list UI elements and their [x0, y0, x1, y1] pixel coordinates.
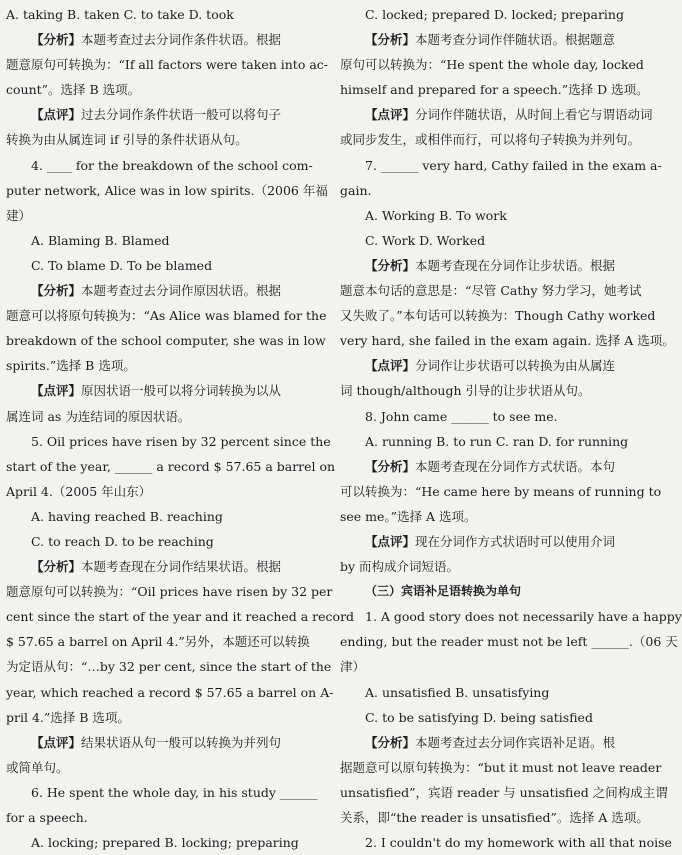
text-line — [6, 680, 334, 705]
annotation-tag: 【分析】 — [31, 32, 82, 48]
text-line — [340, 253, 640, 278]
text-line — [340, 429, 640, 454]
right-column — [340, 2, 682, 855]
line-text: start of the year, ______ a record $ 57.65 a barrel on — [6, 458, 336, 474]
line-text: 7. ______ very hard, Cathy failed in the exam a- — [365, 157, 662, 173]
text-line — [6, 604, 355, 629]
text-line — [6, 2, 306, 27]
line-text: A. running B. to run C. ran D. for running — [365, 433, 629, 449]
text-line — [6, 353, 306, 378]
line-text: ending, but the reader must not be left ______.（06 天 — [340, 634, 678, 650]
line-text: 本题考查现在分词作结果状语。根据 — [81, 559, 282, 575]
text-line — [340, 805, 649, 830]
line-text: A. Blaming B. Blamed — [31, 232, 170, 248]
text-line — [6, 629, 310, 654]
text-line — [6, 529, 306, 554]
text-line — [6, 77, 306, 102]
line-text: 关系，即“the reader is unsatisfied”。选择 A 选项。 — [340, 810, 649, 825]
annotation-tag: 【分析】 — [365, 458, 416, 474]
text-line — [340, 77, 649, 102]
text-line — [340, 780, 668, 805]
text-line — [6, 780, 318, 805]
text-line — [340, 529, 640, 554]
text-line — [340, 504, 640, 529]
text-line — [6, 378, 306, 403]
line-text: very hard, she failed in the exam again. 选择 A 选项。 — [340, 333, 675, 349]
line-text: 题意本句话的意思是：“尽管 Cathy 努力学习，她考试 — [340, 283, 642, 299]
text-line — [6, 102, 306, 127]
line-text: 词 though/although 引导的让步状语从句。 — [340, 383, 591, 399]
line-text: 分词作伴随状语，从时间上看它与谓语动词 — [415, 107, 653, 123]
line-text: unsatisfied”，宾语 reader 与 unsatisfied 之间构成主谓 — [340, 784, 668, 800]
line-text: 转换为由从属连词 if 引导的条件状语从句。 — [6, 132, 248, 148]
line-text: A. Working B. To work — [365, 207, 507, 223]
text-line — [6, 429, 331, 454]
line-text: gain. — [340, 182, 372, 198]
text-line — [340, 153, 662, 178]
line-text: pril 4.”选择 B 选项。 — [6, 709, 130, 725]
text-line — [340, 830, 672, 855]
text-line — [340, 278, 640, 303]
annotation-tag: 【点评】 — [365, 533, 416, 549]
line-text: 又失败了。”本句话可以转换为：Though Cathy worked — [340, 308, 656, 324]
text-line — [6, 253, 306, 278]
line-text: A. having reached B. reaching — [31, 508, 223, 524]
annotation-tag: 【分析】 — [365, 734, 416, 750]
text-line — [340, 2, 640, 27]
text-line — [6, 127, 306, 152]
line-text: 津） — [340, 659, 366, 675]
text-line — [6, 153, 313, 178]
line-text: 原因状语一般可以将分词转换为以从 — [81, 383, 282, 399]
text-line — [6, 479, 306, 504]
line-text: 或简单句。 — [6, 759, 69, 775]
text-line — [340, 705, 640, 730]
line-text: cent since the start of the year and it reached a record — [6, 609, 355, 625]
line-text: C. to reach D. to be reaching — [31, 533, 214, 549]
text-line — [340, 102, 653, 127]
line-text: 结果状语从句一般可以转换为并列句 — [81, 734, 282, 750]
text-line — [6, 228, 306, 253]
annotation-tag: 【分析】 — [365, 32, 416, 48]
annotation-tag: 【点评】 — [365, 107, 416, 123]
text-line — [6, 579, 333, 604]
text-line — [6, 303, 327, 328]
annotation-tag: 【点评】 — [31, 107, 82, 123]
text-line — [6, 654, 332, 679]
text-line — [6, 178, 328, 203]
line-text: by 而构成介词短语。 — [340, 559, 460, 575]
text-line — [340, 27, 640, 52]
line-text: 原句可以转换为：“He spent the whole day, locked — [340, 57, 644, 73]
line-text: count”。选择 B 选项。 — [6, 82, 141, 98]
line-text: 过去分词作条件状语一般可以将句子 — [81, 107, 282, 123]
text-line — [6, 830, 306, 855]
text-line — [6, 404, 306, 429]
line-text: 据题意可以原句转换为：“but it must not leave reader — [340, 759, 662, 775]
text-line — [340, 303, 656, 328]
line-text: $ 57.65 a barrel on April 4.”另外，本题还可以转换 — [6, 634, 310, 650]
text-line — [340, 454, 640, 479]
line-text: 8. John came ______ to see me. — [365, 408, 558, 424]
text-line — [340, 554, 640, 579]
line-text: himself and prepared for a speech.”选择 D 选项。 — [340, 82, 649, 98]
line-text: 现在分词作方式状语时可以使用介词 — [415, 533, 616, 549]
line-text: 本题考查过去分词作原因状语。根据 — [81, 283, 282, 299]
line-text: 本题考查现在分词作方式状语。本句 — [415, 458, 616, 474]
text-line — [340, 680, 640, 705]
line-text: 可以转换为：“He came here by means of running to — [340, 483, 662, 499]
line-text: A. locking; prepared B. locking; preparing — [31, 835, 299, 851]
text-line — [340, 755, 662, 780]
line-text: spirits.”选择 B 选项。 — [6, 358, 136, 374]
text-line — [6, 203, 306, 228]
text-line — [340, 404, 640, 429]
line-text: 本题考查分词作伴随状语。根据题意 — [415, 32, 616, 48]
line-text: puter network, Alice was in low spirits.（2006 年福 — [6, 182, 328, 198]
line-text: 属连词 as 为连结词的原因状语。 — [6, 408, 191, 424]
left-column — [6, 2, 355, 855]
annotation-tag: 【分析】 — [365, 257, 416, 273]
text-line — [6, 454, 336, 479]
text-line — [6, 504, 306, 529]
annotation-tag: 【点评】 — [365, 358, 416, 374]
text-line — [340, 203, 640, 228]
line-text: 题意原句可转换为：“If all factors were taken into ac- — [6, 57, 329, 73]
line-text: （三）宾语补足语转换为单句 — [365, 584, 522, 599]
text-line — [340, 328, 675, 353]
text-line — [6, 52, 329, 77]
text-line — [6, 805, 306, 830]
text-line — [340, 228, 640, 253]
text-line — [340, 378, 640, 403]
line-text: 1. A good story does not necessarily have a happy — [365, 609, 682, 625]
line-text: 2. I couldn't do my homework with all that noise — [365, 835, 672, 851]
text-line — [6, 554, 306, 579]
line-text: see me。”选择 A 选项。 — [340, 508, 477, 524]
line-text: 本题考查过去分词作宾语补足语。根 — [415, 734, 616, 750]
text-line — [6, 730, 306, 755]
annotation-tag: 【点评】 — [31, 734, 82, 750]
line-text: A. taking B. taken C. to take D. took — [6, 7, 234, 22]
line-text: 建） — [6, 207, 32, 223]
line-text: 6. He spent the whole day, in his study ______ — [31, 784, 318, 800]
annotation-tag: 【分析】 — [31, 283, 82, 299]
line-text: breakdown of the school computer, she was in low — [6, 333, 326, 349]
line-text: 本题考查现在分词作让步状语。根据 — [415, 257, 616, 273]
text-line — [340, 178, 640, 203]
text-line — [340, 127, 640, 152]
text-line — [340, 604, 682, 629]
line-text: A. unsatisfied B. unsatisfying — [365, 684, 550, 700]
line-text: 分词作让步状语可以转换为由从属连 — [415, 358, 616, 374]
line-text: for a speech. — [6, 810, 88, 825]
text-line — [6, 705, 306, 730]
text-line — [340, 479, 662, 504]
line-text: April 4.（2005 年山东） — [6, 483, 152, 499]
text-line — [6, 27, 306, 52]
line-text: C. To blame D. To be blamed — [31, 257, 213, 273]
line-text: 为定语从句：“…by 32 per cent, since the start of the — [6, 659, 332, 675]
annotation-tag: 【点评】 — [31, 383, 82, 399]
annotation-tag: 【分析】 — [31, 559, 82, 575]
line-text: C. to be satisfying D. being satisfied — [365, 709, 593, 725]
section-heading — [340, 579, 640, 604]
text-line — [6, 328, 326, 353]
text-line — [340, 629, 678, 654]
text-line — [340, 353, 640, 378]
line-text: C. Work D. Worked — [365, 232, 486, 248]
line-text: 题意原句可以转换为：“Oil prices have risen by 32 per — [6, 584, 333, 600]
line-text: 4. ____ for the breakdown of the school com- — [31, 157, 313, 173]
line-text: 5. Oil prices have risen by 32 percent since the — [31, 433, 331, 449]
line-text: 或同步发生，或相伴而行，可以将句子转换为并列句。 — [340, 132, 641, 148]
line-text: year, which reached a record $ 57.65 a barrel on A- — [6, 684, 334, 700]
text-line — [340, 52, 644, 77]
text-line — [6, 755, 306, 780]
text-line — [340, 730, 640, 755]
line-text: C. locked; prepared D. locked; preparing — [365, 7, 624, 22]
line-text: 题意可以将原句转换为：“As Alice was blamed for the — [6, 308, 327, 324]
line-text: 本题考查过去分词作条件状语。根据 — [81, 32, 282, 48]
text-line — [6, 278, 306, 303]
text-line — [340, 654, 640, 679]
